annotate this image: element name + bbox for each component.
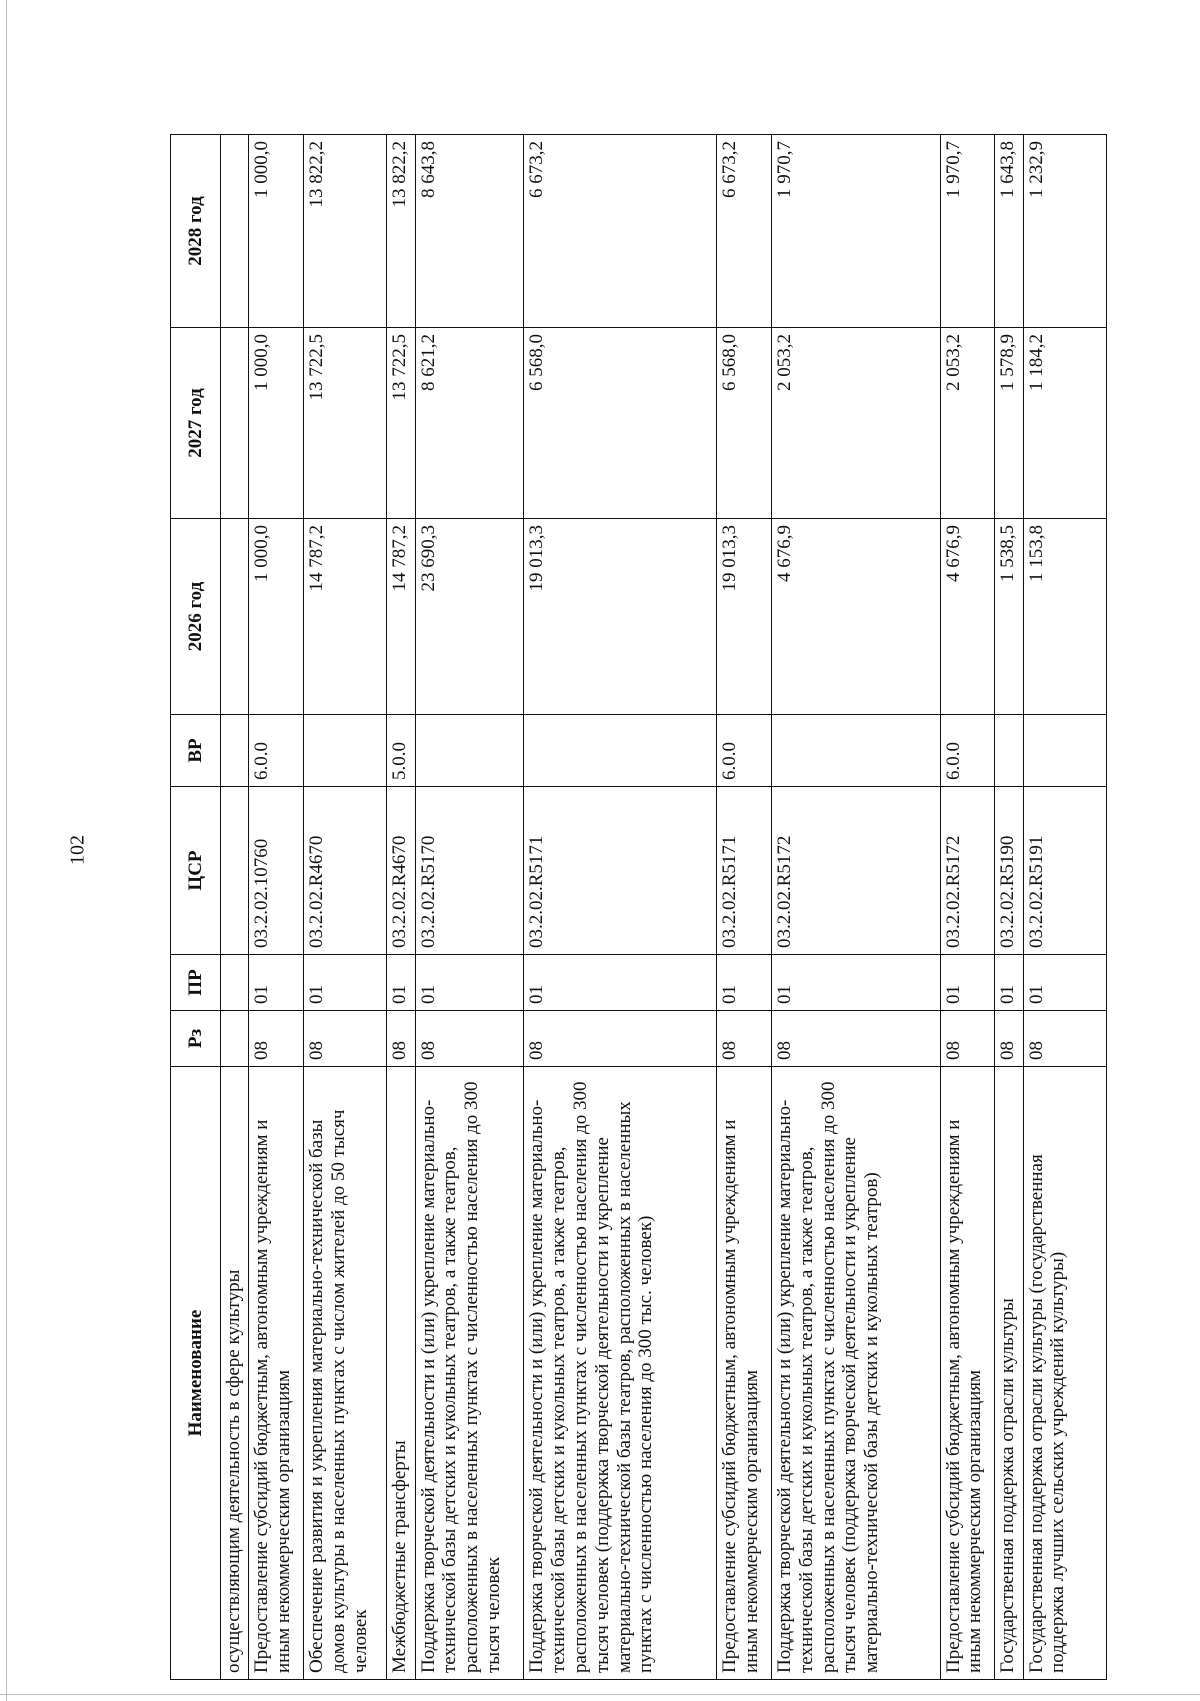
cell-name: осуществляющим деятельность в сфере культуры xyxy=(221,1067,249,1680)
cell-rz: 08 xyxy=(304,1011,387,1067)
table-row xyxy=(717,135,772,1680)
rotated-table-container xyxy=(170,135,1107,1680)
cell-rz: 08 xyxy=(249,1011,304,1067)
cell-y2028: 1 970,7 xyxy=(940,135,995,328)
cell-name: Поддержка творческой деятельности и (или) укрепление материально-технической базы детских и кукольных театров, а также театров, расположенных в населенных пунктах с численностью населения до 300 тысяч человек (поддержка творческой деятельности и укрепление материально-технической базы детских и кукольных театров) xyxy=(771,1067,940,1680)
cell-y2026: 1 153,8 xyxy=(1023,519,1106,715)
budget-table xyxy=(170,134,1107,1680)
table-row xyxy=(771,135,940,1680)
cell-y2028: 1 232,9 xyxy=(1023,135,1106,328)
header-pr: ПР xyxy=(171,955,221,1011)
cell-vr xyxy=(524,715,717,787)
cell-vr: 5.0.0 xyxy=(387,715,415,787)
cell-pr: 01 xyxy=(387,955,415,1011)
cell-pr: 01 xyxy=(415,955,524,1011)
table-header-row xyxy=(171,135,221,1680)
header-vr: ВР xyxy=(171,715,221,787)
table-row xyxy=(249,135,304,1680)
cell-y2027: 6 568,0 xyxy=(524,328,717,519)
table-row xyxy=(221,135,249,1680)
cell-csr xyxy=(221,787,249,955)
cell-y2026 xyxy=(221,519,249,715)
cell-y2026: 4 676,9 xyxy=(940,519,995,715)
cell-csr: 03.2.02.R5191 xyxy=(1023,787,1106,955)
cell-y2026: 1 000,0 xyxy=(249,519,304,715)
cell-vr: 6.0.0 xyxy=(717,715,772,787)
cell-pr: 01 xyxy=(995,955,1023,1011)
table-row xyxy=(387,135,415,1680)
cell-y2027: 2 053,2 xyxy=(940,328,995,519)
cell-pr: 01 xyxy=(940,955,995,1011)
cell-rz: 08 xyxy=(717,1011,772,1067)
header-2026: 2026 год xyxy=(171,519,221,715)
cell-name: Поддержка творческой деятельности и (или) укрепление материально-технической базы детских и кукольных театров, а также театров, расположенных в населенных пунктах с численностью населения до 300 тысяч человек (поддержка творческой деятельности и укрепление материально-технической базы театров, расположенных в населенных пунктах с численностью населения до 300 тыс. человек) xyxy=(524,1067,717,1680)
cell-y2028: 13 822,2 xyxy=(304,135,387,328)
cell-name: Государственная поддержка отрасли культуры xyxy=(995,1067,1023,1680)
cell-y2027: 1 184,2 xyxy=(1023,328,1106,519)
table-row xyxy=(304,135,387,1680)
cell-csr: 03.2.02.R4670 xyxy=(304,787,387,955)
cell-csr: 03.2.02.R5190 xyxy=(995,787,1023,955)
cell-vr xyxy=(221,715,249,787)
page-edge-left xyxy=(6,0,7,1701)
cell-vr xyxy=(415,715,524,787)
cell-pr xyxy=(221,955,249,1011)
cell-rz: 08 xyxy=(1023,1011,1106,1067)
header-name: Наименование xyxy=(171,1067,221,1680)
cell-rz: 08 xyxy=(387,1011,415,1067)
cell-vr xyxy=(771,715,940,787)
cell-vr: 6.0.0 xyxy=(940,715,995,787)
table-row xyxy=(940,135,995,1680)
cell-csr: 03.2.02.R5172 xyxy=(771,787,940,955)
cell-y2026: 14 787,2 xyxy=(304,519,387,715)
cell-name: Предоставление субсидий бюджетным, автономным учреждениям и иным некоммерческим организациям xyxy=(717,1067,772,1680)
cell-csr: 03.2.02.R5171 xyxy=(717,787,772,955)
cell-name: Государственная поддержка отрасли культуры (государственная поддержка лучших сельских учреждений культуры) xyxy=(1023,1067,1106,1680)
cell-rz: 08 xyxy=(940,1011,995,1067)
cell-y2027: 8 621,2 xyxy=(415,328,524,519)
header-csr: ЦСР xyxy=(171,787,221,955)
cell-rz: 08 xyxy=(995,1011,1023,1067)
cell-y2028: 1 643,8 xyxy=(995,135,1023,328)
cell-pr: 01 xyxy=(771,955,940,1011)
cell-name: Предоставление субсидий бюджетным, автономным учреждениям и иным некоммерческим организациям xyxy=(249,1067,304,1680)
cell-pr: 01 xyxy=(524,955,717,1011)
table-body xyxy=(221,135,1107,1680)
cell-y2027: 2 053,2 xyxy=(771,328,940,519)
cell-csr: 03.2.02.R5170 xyxy=(415,787,524,955)
cell-name: Предоставление субсидий бюджетным, автономным учреждениям и иным некоммерческим организациям xyxy=(940,1067,995,1680)
cell-y2027: 1 578,9 xyxy=(995,328,1023,519)
page-number: 102 xyxy=(66,835,89,865)
cell-csr: 03.2.02.R4670 xyxy=(387,787,415,955)
cell-y2026: 19 013,3 xyxy=(524,519,717,715)
cell-pr: 01 xyxy=(717,955,772,1011)
cell-rz: 08 xyxy=(415,1011,524,1067)
table-row xyxy=(995,135,1023,1680)
cell-y2027: 1 000,0 xyxy=(249,328,304,519)
cell-y2028: 1 000,0 xyxy=(249,135,304,328)
cell-vr: 6.0.0 xyxy=(249,715,304,787)
table-row xyxy=(524,135,717,1680)
cell-y2026: 19 013,3 xyxy=(717,519,772,715)
cell-y2027 xyxy=(221,328,249,519)
cell-vr xyxy=(995,715,1023,787)
cell-y2026: 4 676,9 xyxy=(771,519,940,715)
cell-rz xyxy=(221,1011,249,1067)
cell-y2028: 6 673,2 xyxy=(717,135,772,328)
table-row xyxy=(1023,135,1106,1680)
cell-name: Поддержка творческой деятельности и (или) укрепление материально-технической базы детских и кукольных театров, а также театров, расположенных в населенных пунктах с численностью населения до 300 тысяч человек xyxy=(415,1067,524,1680)
page-edge-bottom xyxy=(0,1694,1200,1695)
cell-csr: 03.2.02.R5172 xyxy=(940,787,995,955)
cell-pr: 01 xyxy=(304,955,387,1011)
cell-y2028: 13 822,2 xyxy=(387,135,415,328)
cell-y2028 xyxy=(221,135,249,328)
cell-y2026: 1 538,5 xyxy=(995,519,1023,715)
header-2028: 2028 год xyxy=(171,135,221,328)
cell-y2028: 1 970,7 xyxy=(771,135,940,328)
cell-y2028: 6 673,2 xyxy=(524,135,717,328)
header-2027: 2027 год xyxy=(171,328,221,519)
cell-y2026: 23 690,3 xyxy=(415,519,524,715)
cell-vr xyxy=(1023,715,1106,787)
cell-y2027: 6 568,0 xyxy=(717,328,772,519)
cell-y2026: 14 787,2 xyxy=(387,519,415,715)
header-rz: Рз xyxy=(171,1011,221,1067)
cell-csr: 03.2.02.10760 xyxy=(249,787,304,955)
cell-name: Межбюджетные трансферты xyxy=(387,1067,415,1680)
cell-rz: 08 xyxy=(771,1011,940,1067)
table-row xyxy=(415,135,524,1680)
cell-y2027: 13 722,5 xyxy=(387,328,415,519)
cell-pr: 01 xyxy=(1023,955,1106,1011)
cell-pr: 01 xyxy=(249,955,304,1011)
cell-y2028: 8 643,8 xyxy=(415,135,524,328)
cell-rz: 08 xyxy=(524,1011,717,1067)
cell-vr xyxy=(304,715,387,787)
cell-csr: 03.2.02.R5171 xyxy=(524,787,717,955)
cell-y2027: 13 722,5 xyxy=(304,328,387,519)
cell-name: Обеспечение развития и укрепления материально-технической базы домов культуры в населенных пунктах с числом жителей до 50 тысяч человек xyxy=(304,1067,387,1680)
